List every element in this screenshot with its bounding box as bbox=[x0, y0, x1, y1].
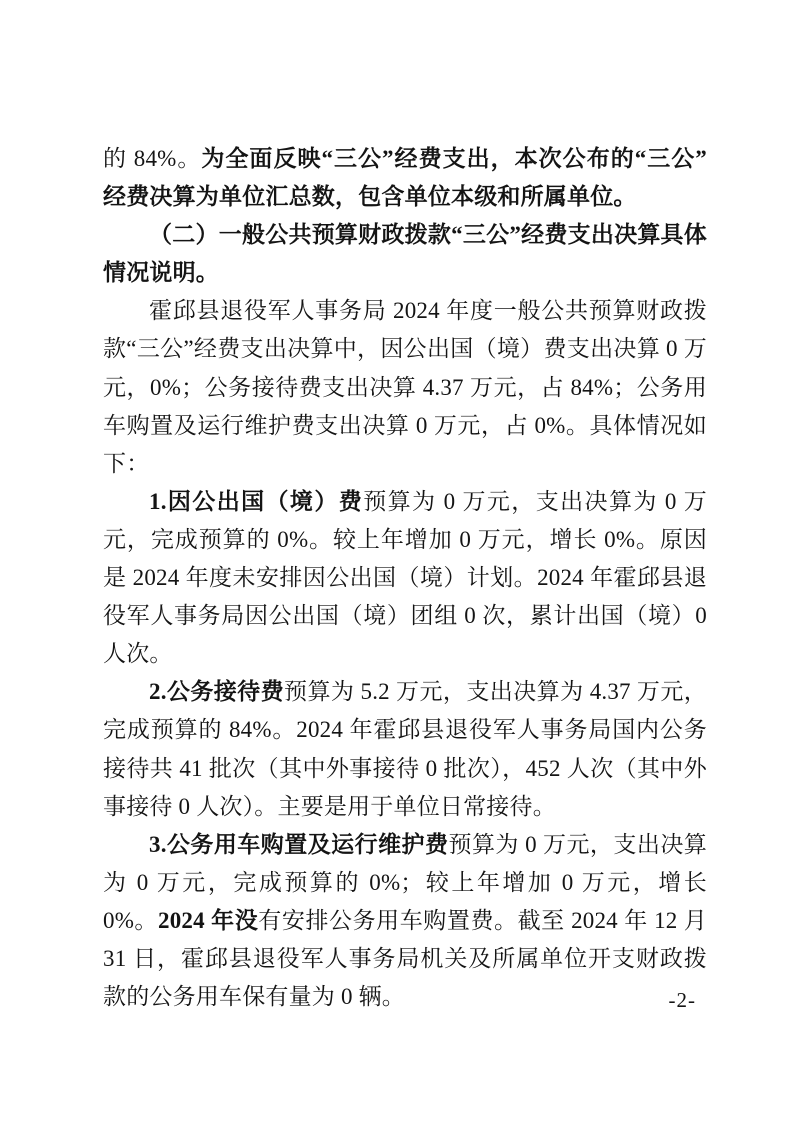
item-3-label: 3.公务用车购置及运行维护费 bbox=[149, 831, 449, 857]
paragraph-overview bbox=[103, 292, 707, 482]
item-2-label: 2.公务接待费 bbox=[149, 679, 285, 705]
text-run-bold: 为全面反映“三公”经费支出，本次公布的“三公”经费决算为单位汇总数，包含单位本级和所属单位。 bbox=[103, 146, 707, 210]
document-body bbox=[103, 140, 707, 1016]
text-run-bold: 2024 年没 bbox=[158, 907, 259, 933]
paragraph-section-heading bbox=[103, 216, 707, 292]
paragraph-item-3-vehicle-expense bbox=[103, 826, 707, 1016]
text-run: 有安排公务用车购置费。截至 2024 年 12 月 31 日，霍邱县退役军人事务局机关及所属单位开支财政拨款的公务用车保有量为 0 辆。 bbox=[103, 907, 708, 1010]
text-run: 预算为 0 万元，支出决算为 0 万元，完成预算的 0%。较上年增加 0 万元，增长 0%。原因是 2024 年度未安排因公出国（境）计划。2024 年霍邱县退役军人事务局因公出国（境）团组 0 次，累计出国（境）0 人次。 bbox=[103, 488, 708, 667]
section-heading-text: （二）一般公共预算财政拨款“三公”经费支出决算具体情况说明。 bbox=[103, 222, 707, 286]
paragraph-summary-carryover bbox=[103, 140, 707, 216]
paragraph-item-1-abroad-expense bbox=[103, 483, 707, 673]
text-run: 霍邱县退役军人事务局 2024 年度一般公共预算财政拨款“三公”经费支出决算中，因公出国（境）费支出决算 0 万元，0%；公务接待费支出决算 4.37 万元，占 84%；公务用车购置及运行维护费支出决算 0 万元，占 0%。具体情况如下： bbox=[103, 298, 707, 476]
page-number: -2- bbox=[668, 988, 696, 1012]
text-run: 预算为 5.2 万元，支出决算为 4.37 万元，完成预算的 84%。2024 年霍邱县退役军人事务局国内公务接待共 41 批次（其中外事接待 0 批次），452 人次（其中外事接待 0 人次）。主要是用于单位日常接待。 bbox=[103, 679, 707, 819]
text-run: 预算为 0 万元，支出决算为 0 万元，完成预算的 0%；较上年增加 0 万元，增长 0%。 bbox=[103, 831, 707, 933]
paragraph-item-2-reception-expense bbox=[103, 673, 707, 825]
text-run: 的 84%。 bbox=[103, 146, 202, 171]
item-1-label: 1.因公出国（境）费 bbox=[149, 488, 364, 514]
